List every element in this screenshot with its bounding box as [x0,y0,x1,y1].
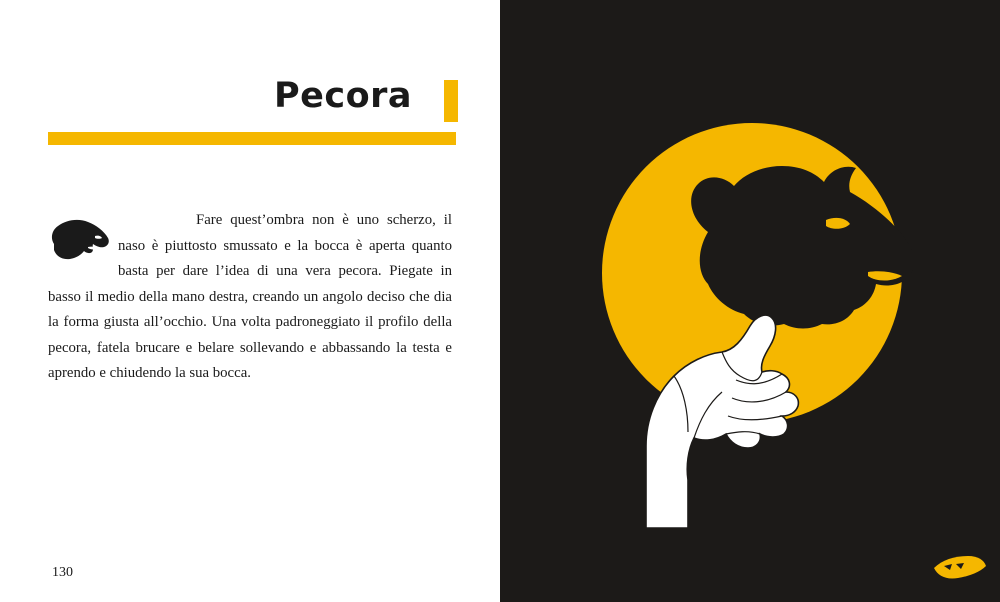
title-block [48,74,458,154]
sheep-head-silhouette-icon [48,214,110,272]
title-underline-bar-tail [408,132,456,145]
page-title: Pecora [273,76,412,116]
body-block [48,208,452,387]
hand-shadow-puppet-icon [550,280,830,540]
title-accent-bar [444,80,458,122]
yellow-corner-mark-icon [934,554,986,580]
title-underline-bar [48,132,408,145]
right-page [500,0,1000,602]
page-number: 130 [52,565,73,580]
body-paragraph: Fare quest’ombra non è uno scherzo, il naso è piuttosto smussato e la bocca è aperta quanto basta per dare l’idea di una vera pecora. Piegate in basso il medio della mano destra, creando un angolo deciso che dia la forma giusta all’occhio. Una volta padroneggiato il profilo della pecora, fatela brucare e belare sollevando e abbassando la testa e aprendo e chiudendo la sua bocca. [48,212,452,381]
